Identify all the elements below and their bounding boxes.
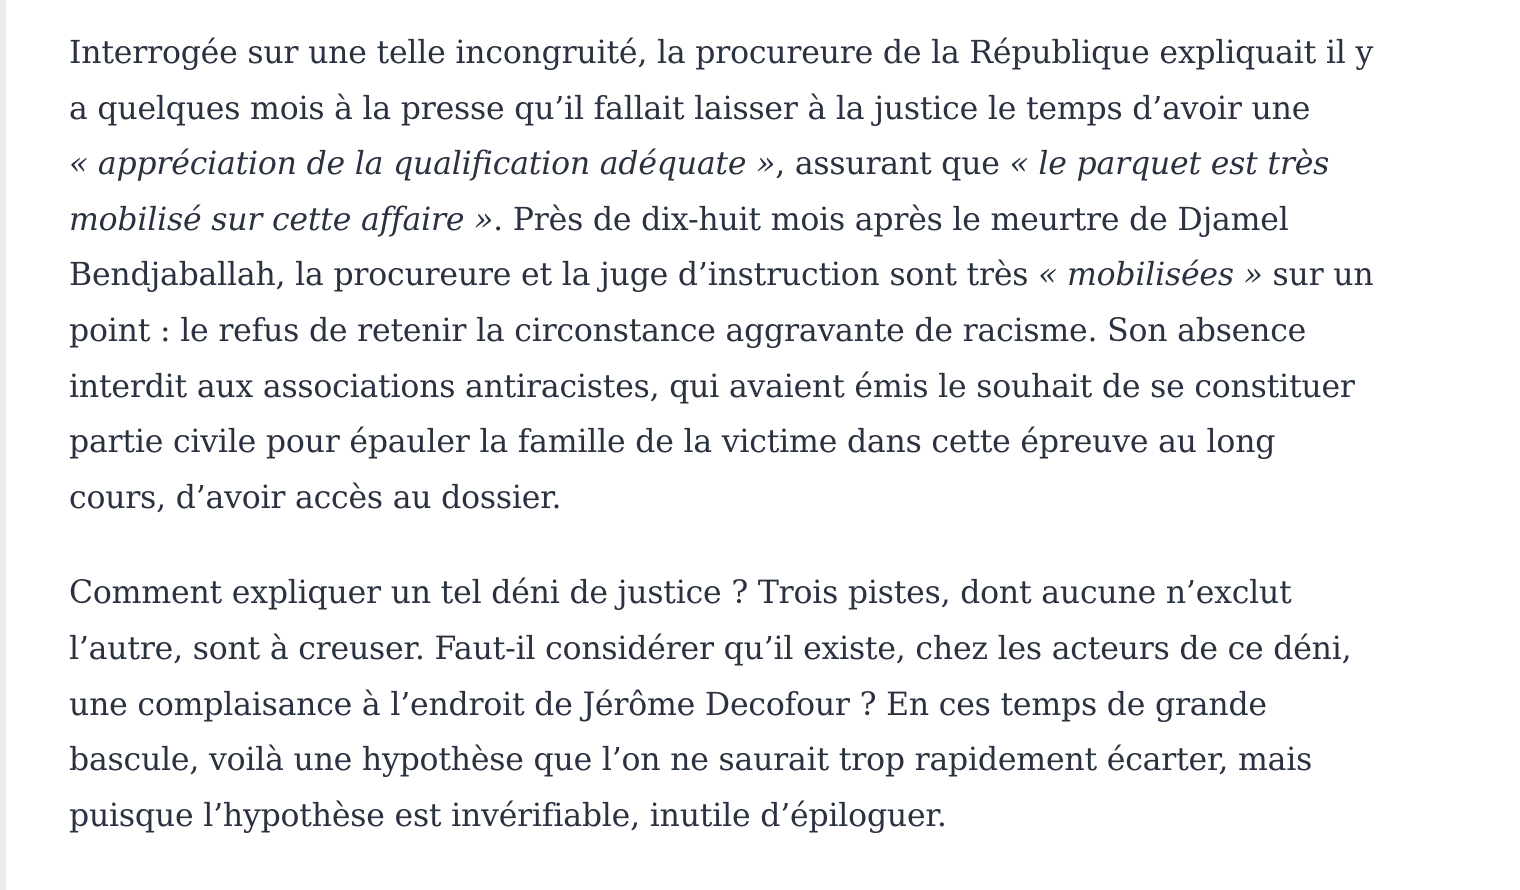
text-run: Comment expliquer un tel déni de justice ? Trois pistes, dont aucune n’exclut xyxy=(69,575,1292,612)
text-run: a quelques mois à la presse qu’il fallait laisser à la justice le temps d’avoir une xyxy=(69,90,1311,127)
paragraph-line xyxy=(69,733,1429,789)
paragraph-line xyxy=(69,248,1429,304)
paragraph-line xyxy=(69,26,1429,82)
quoted-text: « appréciation de la qualification adéquate » xyxy=(69,146,776,183)
text-run: cours, d’avoir accès au dossier. xyxy=(69,479,562,516)
paragraph-line xyxy=(69,622,1429,678)
paragraph-line xyxy=(69,471,1429,527)
text-run: Interrogée sur une telle incongruité, la procureure de la République expliquait il y xyxy=(69,35,1374,71)
paragraph-line xyxy=(69,789,1429,845)
paragraph-line xyxy=(69,566,1429,622)
article-body xyxy=(69,26,1429,844)
quoted-text: mobilisé sur cette affaire » xyxy=(69,201,494,238)
text-run: sur un xyxy=(1262,257,1374,294)
quoted-text: « le parquet est très xyxy=(1009,146,1330,183)
paragraph-line xyxy=(69,82,1429,138)
paragraph-line xyxy=(69,678,1429,734)
text-run: l’autre, sont à creuser. Faut-il considérer qu’il existe, chez les acteurs de ce déni, xyxy=(69,630,1352,667)
text-run: , assurant que xyxy=(775,146,1010,183)
text-run: point : le refus de retenir la circonstance aggravante de racisme. Son absence xyxy=(69,312,1307,349)
paragraph-line xyxy=(69,137,1429,193)
text-run: interdit aux associations antiracistes, qui avaient émis le souhait de se constituer xyxy=(69,368,1355,405)
quoted-text: « mobilisées » xyxy=(1038,257,1263,294)
paragraph-line xyxy=(69,304,1429,360)
paragraph-line xyxy=(69,193,1429,249)
text-run: . Près de dix-huit mois après le meurtre de Djamel xyxy=(493,201,1289,238)
page-left-border xyxy=(0,0,6,890)
text-run: bascule, voilà une hypothèse que l’on ne saurait trop rapidement écarter, mais xyxy=(69,742,1313,779)
article-paragraph xyxy=(69,566,1429,844)
text-run: puisque l’hypothèse est invérifiable, inutile d’épiloguer. xyxy=(69,797,947,834)
paragraph-line xyxy=(69,360,1429,416)
paragraph-line xyxy=(69,415,1429,471)
article-paragraph xyxy=(69,26,1429,526)
text-run: Bendjaballah, la procureure et la juge d’instruction sont très xyxy=(69,257,1039,294)
text-run: une complaisance à l’endroit de Jérôme Decofour ? En ces temps de grande xyxy=(69,686,1267,723)
text-run: partie civile pour épauler la famille de la victime dans cette épreuve au long xyxy=(69,424,1276,461)
